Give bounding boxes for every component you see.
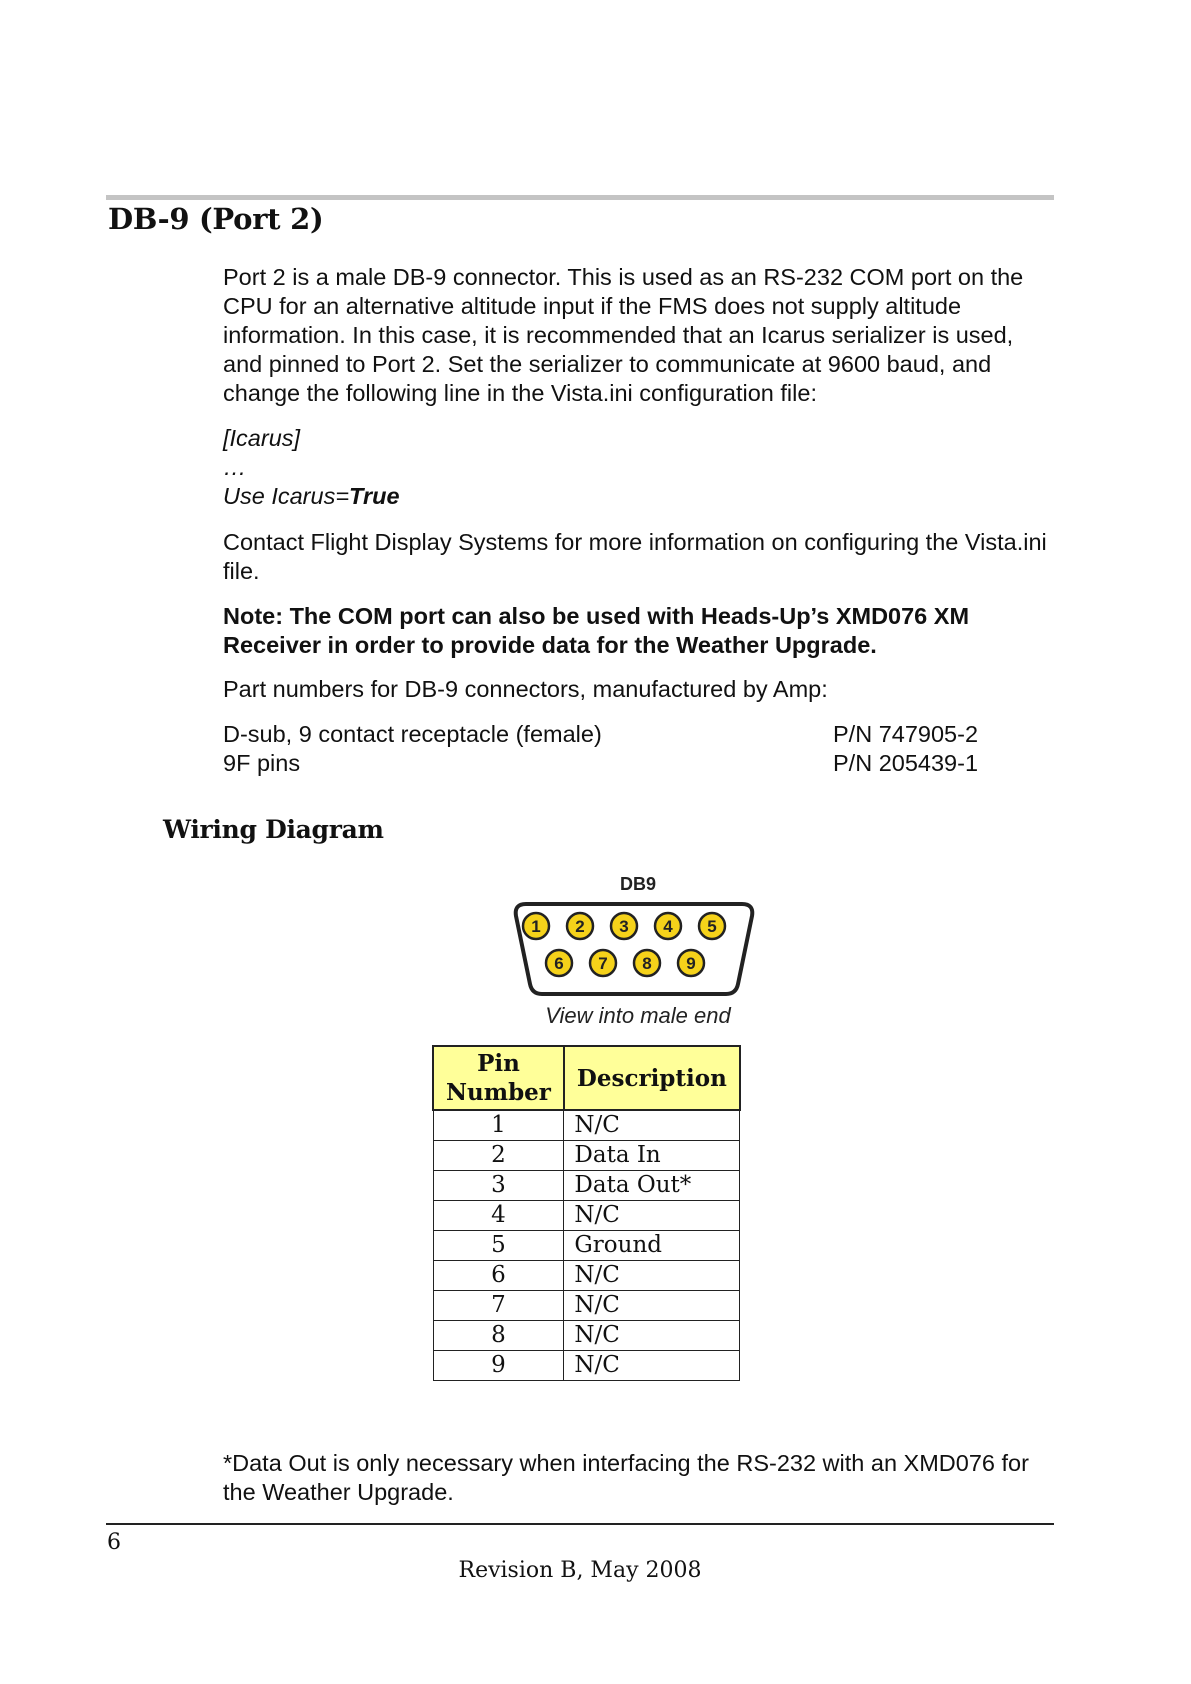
- pin-description-cell: N/C: [564, 1261, 740, 1291]
- pin-number-cell: 3: [433, 1171, 564, 1201]
- parts-row: [223, 749, 983, 778]
- parts-list: [223, 720, 983, 778]
- pin-description-cell: Data In: [564, 1141, 740, 1171]
- db9-pin-label: 7: [598, 954, 608, 973]
- part-number: P/N 205439-1: [833, 750, 979, 776]
- pin-description-cell: N/C: [564, 1351, 740, 1381]
- db9-pin-label: 9: [686, 954, 696, 973]
- db9-pin-label: 4: [663, 917, 673, 936]
- config-value: True: [349, 483, 400, 509]
- config-key: Use Icarus=: [223, 483, 350, 509]
- db9-pin-label: 3: [619, 917, 629, 936]
- table-row: [433, 1201, 740, 1231]
- pin-header-line2: Number: [446, 1079, 551, 1106]
- pin-description-cell: Data Out*: [564, 1171, 740, 1201]
- table-row: [433, 1351, 740, 1381]
- intro-paragraph: Port 2 is a male DB-9 connector. This is used as an RS-232 COM port on the CPU for an alternative altitude input if the FMS does not supply altitude information. In this case, it is recommended that an Icarus serializer is used, and pinned to Port 2. Set the serializer to communicate at 9600 baud, and change the following line in the Vista.ini configuration file:: [223, 264, 1024, 406]
- pin-number-cell: 7: [433, 1291, 564, 1321]
- table-row: [433, 1321, 740, 1351]
- description-header: Description: [564, 1046, 740, 1110]
- pin-number-cell: 5: [433, 1231, 564, 1261]
- table-row: [433, 1171, 740, 1201]
- table-row: [433, 1231, 740, 1261]
- table-row: [433, 1110, 740, 1141]
- config-ellipsis-line: …: [223, 454, 247, 480]
- pin-number-cell: 6: [433, 1261, 564, 1291]
- config-snippet: [223, 424, 1053, 511]
- config-section-line: [Icarus]: [223, 425, 301, 451]
- pin-number-header: [433, 1046, 564, 1110]
- pin-number-cell: 1: [433, 1110, 564, 1141]
- parts-intro: Part numbers for DB-9 connectors, manufactured by Amp:: [223, 676, 828, 702]
- note-paragraph: Note: The COM port can also be used with Heads-Up’s XMD076 XM Receiver in order to provide data for the Weather Upgrade.: [223, 603, 970, 658]
- pin-table-header-row: [433, 1046, 740, 1110]
- table-row: [433, 1291, 740, 1321]
- db9-pin-label: 5: [707, 917, 717, 936]
- page-number: 6: [107, 1530, 121, 1555]
- db9-label: DB9: [619, 874, 657, 894]
- part-description: 9F pins: [223, 750, 301, 776]
- diagram-caption: View into male end: [545, 1003, 731, 1028]
- db9-pin-label: 6: [554, 954, 564, 973]
- db9-pin-label: 1: [531, 917, 541, 936]
- pin-number-cell: 2: [433, 1141, 564, 1171]
- part-description: D-sub, 9 contact receptacle (female): [223, 721, 602, 747]
- pin-header-line1: Pin: [477, 1050, 520, 1077]
- section-top-rule: [106, 195, 1054, 200]
- contact-paragraph: Contact Flight Display Systems for more information on configuring the Vista.ini file.: [223, 529, 1047, 584]
- wiring-diagram-heading: Wiring Diagram: [163, 815, 384, 844]
- table-row: [433, 1141, 740, 1171]
- db9-pin-label: 2: [575, 917, 585, 936]
- revision-footer: Revision B, May 2008: [458, 1558, 702, 1583]
- db9-pin-label: 8: [642, 954, 652, 973]
- footnote: *Data Out is only necessary when interfacing the RS-232 with an XMD076 for the Weather Upgrade.: [223, 1450, 1029, 1505]
- pin-number-cell: 8: [433, 1321, 564, 1351]
- pin-number-cell: 9: [433, 1351, 564, 1381]
- pin-description-cell: Ground: [564, 1231, 740, 1261]
- pin-table: [432, 1045, 741, 1381]
- parts-row: [223, 720, 983, 749]
- pin-description-cell: N/C: [564, 1321, 740, 1351]
- pin-number-cell: 4: [433, 1201, 564, 1231]
- db9-connector-diagram: [510, 868, 770, 1028]
- pin-description-cell: N/C: [564, 1110, 740, 1141]
- table-row: [433, 1261, 740, 1291]
- part-number: P/N 747905-2: [833, 721, 979, 747]
- section-title: DB-9 (Port 2): [108, 202, 324, 236]
- pin-description-cell: N/C: [564, 1291, 740, 1321]
- pin-description-cell: N/C: [564, 1201, 740, 1231]
- footer-rule: [106, 1523, 1054, 1525]
- config-setting-line: [223, 482, 1053, 511]
